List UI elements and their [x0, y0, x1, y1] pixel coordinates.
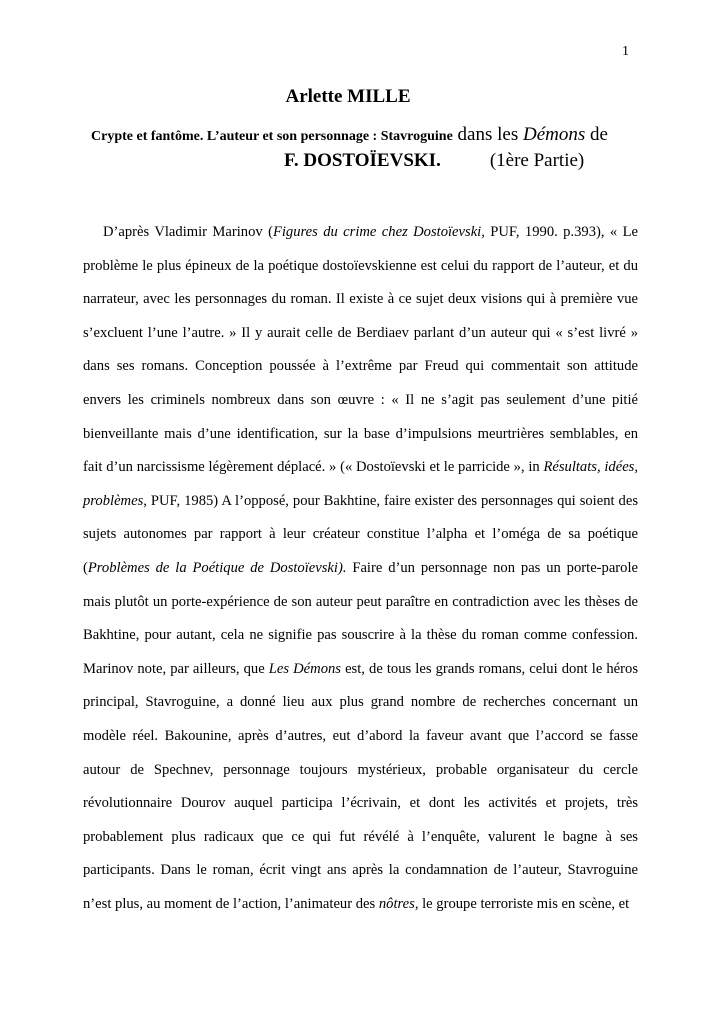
text-run: est, de tous les grands romans, celui dont le héros principal, Stavroguine, a donné lieu aux plus grand nombre de recherches concernant un modèle réel. Bakounine, après d’autres, eut d’abord la faveur avant que l’accord se fasse autour de Spechnev, personnage toujours mystérieux, probable organisateur du cercle révolutionnaire Dourov auquel participa l’écrivain, et dont les activités et projets, très probablement plus radicaux que ce qui fut révélé à l’enquête, valurent le bagne à ses participants. Dans le roman, écrit vingt ans après la condamnation de l’auteur, Stavroguine n’est plus, au moment de l’action, l’animateur des	[83, 660, 638, 912]
subtitle-part: (1ère Partie)	[489, 150, 585, 171]
text-run: , PUF, 1985) A l’opposé, pour Bakhtine, faire exister des personnages qui soient des sujets autonomes par rapport à leur créateur constitue l’alpha et l’oméga de sa poétique (	[83, 492, 638, 576]
subtitle-line-2	[284, 150, 584, 172]
subtitle-demons: Démons	[522, 124, 586, 145]
body-paragraph	[83, 216, 638, 921]
subtitle-author-name: F. DOSTOÏEVSKI.	[284, 150, 441, 171]
body-text	[83, 216, 638, 921]
text-run-italic: Les Démons	[268, 660, 341, 677]
author-name	[0, 86, 724, 108]
author-name-text: Arlette MILLE	[285, 86, 411, 107]
text-run-italic: Problèmes de la Poétique de Dostoïevski).	[87, 559, 347, 576]
text-run-italic: Résultats, idées, problèmes	[83, 459, 638, 509]
document-subtitle	[91, 124, 608, 146]
page-number: 1	[622, 44, 629, 59]
subtitle-dans-les: dans les	[452, 124, 523, 145]
text-run: Faire d’un personnage non pas un porte-parole mais plutôt un porte-expérience de son auteur peut paraître en contradiction avec les thèses de Bakhtine, pour autant, cela ne signifie pas souscrire à la thèse du roman comme confession. Marinov note, par ailleurs, que	[83, 559, 638, 677]
subtitle-de: de	[585, 124, 608, 145]
text-run: D’après Vladimir Marinov (	[103, 224, 273, 240]
subtitle-bold: Crypte et fantôme. L’auteur et son personnage : Stavroguine	[91, 129, 453, 144]
text-run-italic: Figures du crime chez Dostoïevski	[272, 224, 482, 240]
text-run: , PUF, 1990. p.393), « Le problème le plus épineux de la poétique dostoïevskienne est celui du rapport de l’auteur, et du narrateur, avec les personnages du roman. Il existe à ce sujet deux visions qui à première vue s’excluent l’une l’autre. » Il y aurait celle de Berdiaev parlant d’un auteur qui « s’est livré » dans ses romans. Conception poussée à l’extrême par Freud qui commentait son attitude envers les criminels nombreux dans son œuvre : « Il ne s’agit pas seulement d’une pitié bienveillante mais d’une identification, sur la base d’impulsions meurtrières semblables, en fait d’un narcissisme légèrement déplacé. » (« Dostoïevski et le parricide », in	[83, 224, 638, 476]
text-run-italic: nôtres	[378, 895, 415, 912]
text-run: , le groupe terroriste mis en scène, et	[414, 895, 630, 912]
